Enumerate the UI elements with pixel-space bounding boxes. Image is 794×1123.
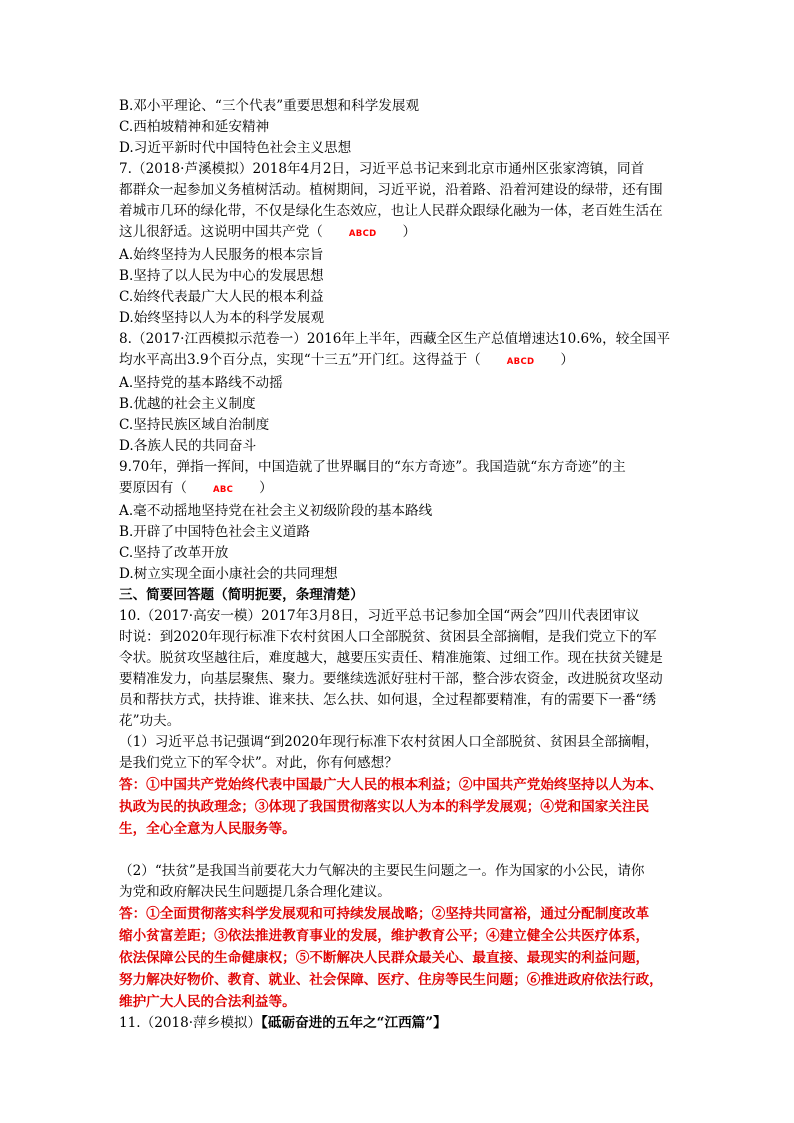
q7-stem-line-3: 着城市几环的绿化带，不仅是绿化生态效应，也让人民群众跟绿化融为一体，老百姓生活在 bbox=[119, 203, 663, 219]
q10-sub2-answer-line-1: 答：①全面贯彻落实科学发展观和可持续发展战略；②坚持共同富裕，通过分配制度改革 bbox=[119, 906, 650, 922]
q8-option-b: B.优越的社会主义制度 bbox=[119, 396, 256, 412]
q10-sub1-answer-line-3: 生，全心全意为人民服务等。 bbox=[119, 821, 296, 837]
q7-stem-line-4-text: 这儿很舒适。这说明中国共产党（ bbox=[119, 224, 323, 240]
q8-option-c: C.坚持民族区域自治制度 bbox=[119, 417, 270, 433]
q10-sub2-answer-line-2: 缩小贫富差距；③依法推进教育事业的发展，维护教育公平；④建立健全公共医疗体系， bbox=[119, 928, 650, 944]
blank-line bbox=[119, 840, 675, 861]
q10-sub2-answer-line-5: 维护广大人民的合法利益等。 bbox=[119, 994, 296, 1010]
q10-sub2-answer-line-4: 努力解决好物价、教育、就业、社会保障、医疗、住房等民生问题；⑥推进政府依法行政， bbox=[119, 972, 663, 988]
q10-sub1-question-line-1: （1）习近平总书记强调“到2020年现行标准下农村贫困人口全部脱贫、贫困县全部摘帽， bbox=[119, 734, 659, 750]
q9-stem-line-1: 9.70年，弹指一挥间，中国造就了世界瞩目的“东方奇迹”。我国造就“东方奇迹”的主 bbox=[119, 459, 626, 475]
q10-stem-line-5: 员和帮扶方式，扶持谁、谁来扶、怎么扶、如何退，全过程都要精准，有的需要下一番“绣 bbox=[119, 692, 657, 708]
q10-stem-line-1: 10.（2017·高安一模）2017年3月8日，习近平总书记参加全国“两会”四川代表团审议 bbox=[119, 608, 640, 624]
q10-sub1-answer-line-1: 答：①中国共产党始终代表中国最广大人民的根本利益；②中国共产党始终坚持以人为本、 bbox=[119, 777, 663, 793]
q10-stem-line-6: 花”功夫。 bbox=[119, 713, 181, 729]
q7-option-d: D.始终坚持以人为本的科学发展观 bbox=[119, 310, 325, 326]
q7-answer: ABCD bbox=[348, 229, 377, 239]
q8-stem-line-2-text: 均水平高出3.9个百分点，实现“十三五”开门红。这得益于（ bbox=[119, 352, 481, 368]
q10-stem-line-2: 时说：到2020年现行标准下农村贫困人口全部脱贫、贫困县全部摘帽，是我们党立下的军 bbox=[119, 629, 657, 645]
q8-option-a: A.坚持党的基本路线不动摇 bbox=[119, 375, 283, 391]
q10-sub1-answer-line-2: 执政为民的执政理念；③体现了我国贯彻落实以人为本的科学发展观；④党和国家关注民 bbox=[119, 799, 650, 815]
q11-stem bbox=[119, 1013, 675, 1034]
q10-stem-line-3: 令状。脱贫攻坚越往后，难度越大，越要压实责任、精准施策、过细工作。现在扶贫关键是 bbox=[119, 650, 663, 666]
q9-bracket-close: ） bbox=[259, 480, 273, 496]
q10-stem-line-4: 要精准发力，向基层聚焦、聚力。要继续选派好驻村干部，整合涉农资金，改进脱贫攻坚动 bbox=[119, 671, 663, 687]
q9-option-c: C.坚持了改革开放 bbox=[119, 545, 229, 561]
q7-stem-line-4 bbox=[119, 222, 675, 245]
q6-option-c: C.西柏坡精神和延安精神 bbox=[119, 119, 270, 135]
q11-stem-prefix: 11.（2018·萍乡模拟） bbox=[119, 1015, 262, 1031]
q9-option-a: A.毫不动摇地坚持党在社会主义初级阶段的基本路线 bbox=[119, 503, 433, 519]
q7-bracket-close: ） bbox=[402, 224, 417, 240]
section-3-heading: 三、简要回答题（简明扼要，条理清楚） bbox=[119, 587, 364, 603]
q10-sub2-answer-line-3: 依法保障公民的生命健康权；⑤不断解决人民群众最关心、最直接、最现实的利益问题， bbox=[119, 950, 650, 966]
q9-option-b: B.开辟了中国特色社会主义道路 bbox=[119, 524, 311, 540]
q9-option-d: D.树立实现全面小康社会的共同理想 bbox=[119, 566, 338, 582]
q8-bracket-close: ） bbox=[560, 352, 574, 368]
q8-option-d: D.各族人民的共同奋斗 bbox=[119, 438, 257, 454]
q7-option-a: A.始终坚持为人民服务的根本宗旨 bbox=[119, 247, 324, 263]
q10-sub1-question-line-2: 是我们党立下的军令状”。对此，你有何感想？ bbox=[119, 755, 398, 771]
q11-stem-title: 【砥砺奋进的五年之“江西篇”】 bbox=[261, 1015, 447, 1031]
q9-stem-line-2-text: 要原因有（ bbox=[119, 480, 187, 496]
q7-stem-line-2: 都群众一起参加义务植树活动。植树期间，习近平说，沿着路、沿着河建设的绿带，还有围 bbox=[119, 182, 663, 198]
q10-sub2-question-line-2: 为党和政府解决民生问题提几条合理化建议。 bbox=[119, 884, 391, 900]
q8-stem-line-2 bbox=[119, 350, 675, 373]
q7-stem-line-1: 7.（2018·芦溪模拟）2018年4月2日，习近平总书记来到北京市通州区张家湾镇，同首 bbox=[119, 161, 645, 177]
q10-sub2-question-line-1: （2）“扶贫”是我国当前要花大力气解决的主要民生问题之一。作为国家的小公民，请你 bbox=[119, 863, 645, 879]
q9-stem-line-2 bbox=[119, 478, 675, 501]
q9-answer: ABC bbox=[212, 485, 234, 495]
q7-option-c: C.始终代表最广大人民的根本利益 bbox=[119, 289, 324, 305]
q7-option-b: B.坚持了以人民为中心的发展思想 bbox=[119, 268, 324, 284]
document-page bbox=[119, 96, 675, 1034]
q6-option-d: D.习近平新时代中国特色社会主义思想 bbox=[119, 140, 352, 156]
q8-stem-line-1: 8.（2017·江西模拟示范卷一）2016年上半年，西藏全区生产总值增速达10.6%，较全国平 bbox=[119, 331, 671, 347]
q8-answer: ABCD bbox=[506, 357, 535, 367]
q6-option-b: B.邓小平理论、“三个代表”重要思想和科学发展观 bbox=[119, 98, 420, 114]
